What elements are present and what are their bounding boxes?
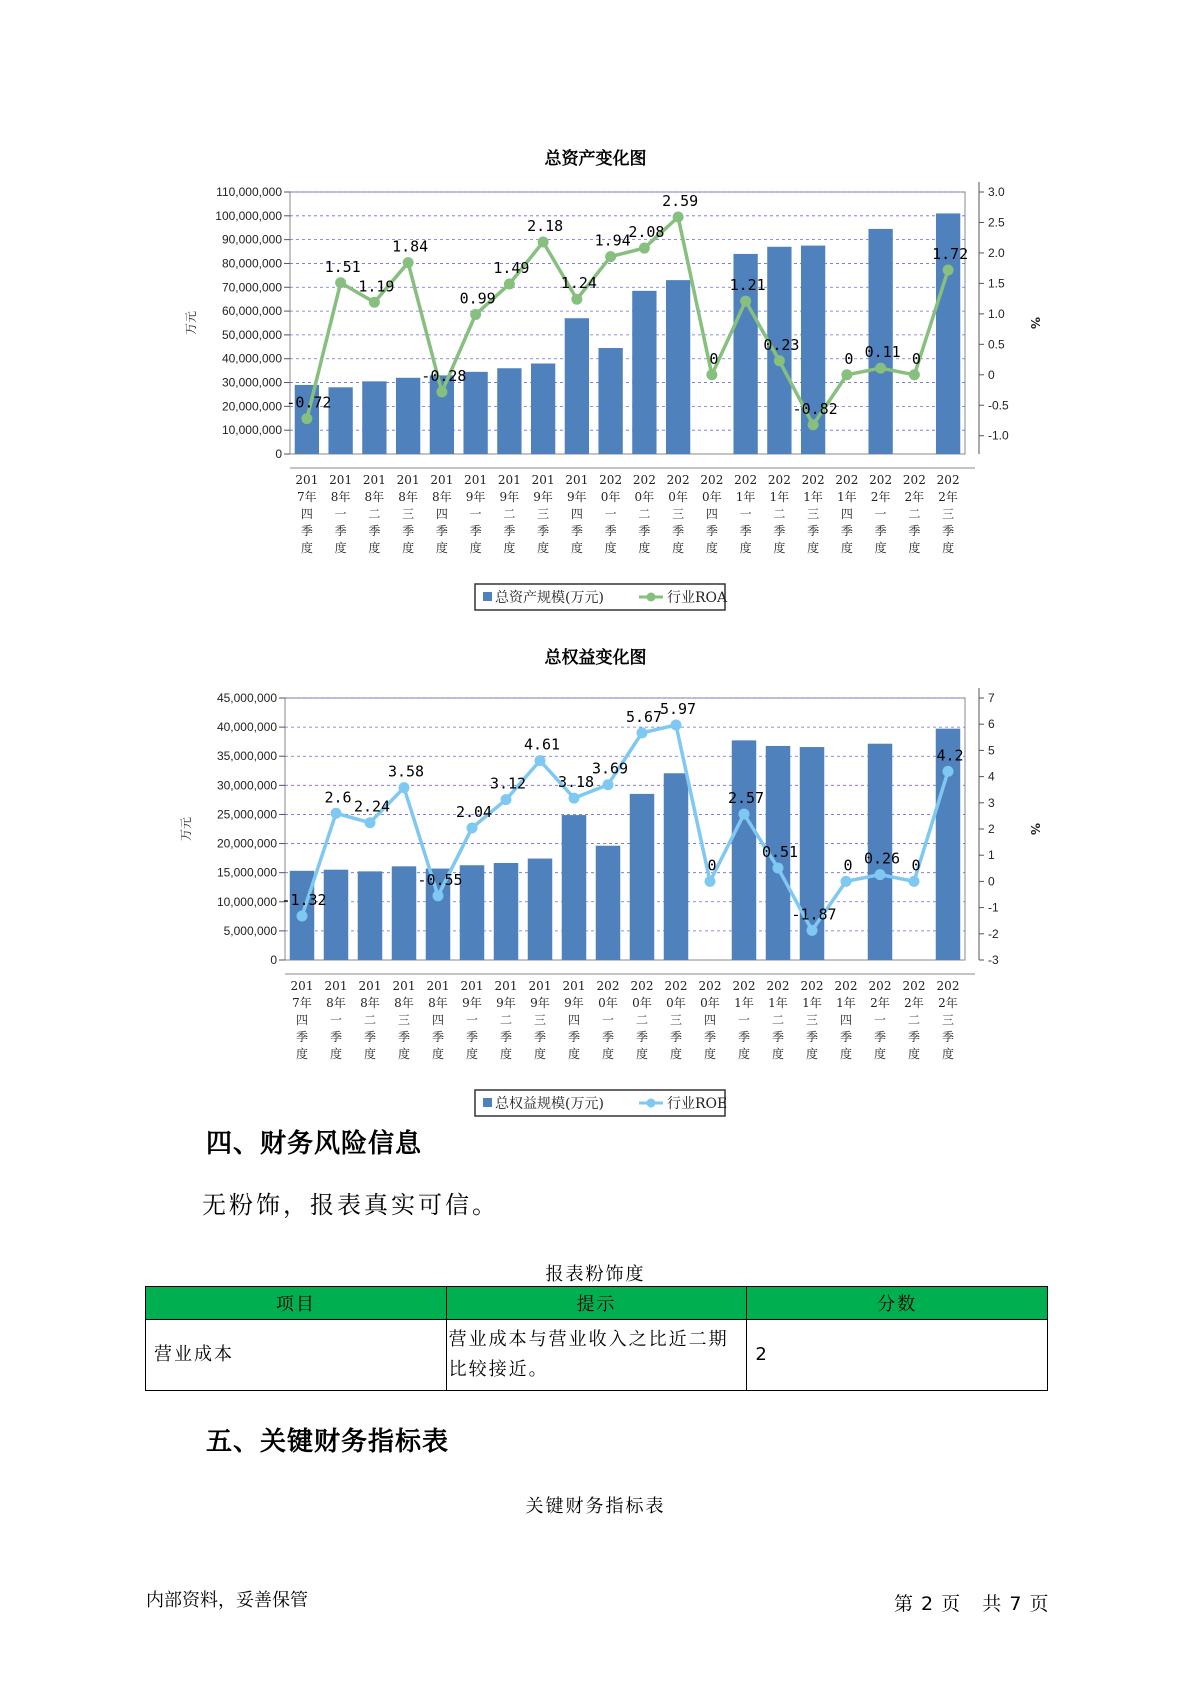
data-label: 2.6 [324,788,352,807]
x-tick-label: 201 9年四季度 [562,979,586,1061]
data-point [436,386,447,397]
data-point [875,363,886,374]
x-tick-label: 201 8年四季度 [426,979,450,1061]
data-label: 0.99 [459,289,496,308]
data-label: 3.18 [557,773,595,792]
data-point [535,755,546,766]
x-tick-label: 201 9年四季度 [565,473,589,555]
data-point [773,863,784,874]
y-axis-title: 万元 [184,310,198,336]
table-header-row [146,1287,1048,1320]
data-label: 2.18 [527,216,564,235]
x-tick-label: 201 8年四季度 [430,473,454,555]
data-point [399,782,410,793]
x-tick-label: 202 2年三季度 [936,473,960,555]
data-label: 0.11 [864,343,901,362]
x-tick-label: 201 9年三季度 [528,979,552,1061]
x-tick-label: 202 1年三季度 [801,473,825,555]
bar [666,280,690,454]
data-point [943,264,954,275]
x-tick-label: 202 0年三季度 [664,979,688,1061]
data-point [943,766,954,777]
bar [358,871,382,960]
legend-bar-swatch [483,592,492,601]
risk-table [145,1286,1048,1391]
data-label: 0 [843,856,853,875]
footer-confidential-note: 内部资料，妥善保管 [146,1590,308,1611]
y-axis-title: 万元 [179,816,193,842]
legend-bar-swatch [483,1098,492,1107]
y2-axis-title: % [1028,316,1042,330]
data-point [637,727,648,738]
x-tick-label: 202 2年一季度 [869,473,893,555]
x-tick-label: 202 2年一季度 [868,979,892,1061]
data-label: -0.28 [421,366,467,385]
data-point [331,808,342,819]
y2-tick-label: 1 [988,848,995,863]
bar [664,773,688,960]
x-tick-label: 202 0年三季度 [666,473,690,555]
x-tick-label: 201 8年二季度 [362,473,386,555]
table-caption-risk: 报表粉饰度 [545,1264,646,1285]
y2-tick-label: 2.5 [988,215,1005,230]
x-tick-label: 201 9年一季度 [460,979,484,1061]
x-tick-label: 201 7年四季度 [290,979,314,1061]
bar [632,291,656,454]
risk-summary-text: 无粉饰，报表真实可信。 [202,1191,499,1219]
x-tick-label: 202 2年二季度 [902,473,926,555]
data-point [673,211,684,222]
data-label: 1.51 [324,257,361,276]
x-tick-label: 202 1年四季度 [834,979,858,1061]
data-label: -0.82 [792,399,838,418]
data-point [467,822,478,833]
data-label: 4.2 [936,746,964,765]
data-point [774,355,785,366]
y-tick-label: 20,000,000 [216,836,277,851]
data-label: 3.58 [387,762,425,781]
bar [630,794,654,960]
legend-bar-label: 总权益规模(万元) [495,1096,604,1112]
data-label: 2.24 [353,797,391,816]
bar [732,740,756,960]
bar [497,368,521,454]
data-point [807,925,818,936]
x-tick-label: 202 0年一季度 [599,473,623,555]
y2-tick-label: -1.0 [988,428,1009,443]
bar [362,381,386,454]
y2-tick-label: -2 [988,926,999,941]
data-point [369,297,380,308]
y-tick-label: 30,000,000 [216,778,277,793]
x-tick-label: 202 0年二季度 [632,473,656,555]
y2-tick-label: -0.5 [988,398,1009,413]
y2-axis-title: % [1028,822,1042,836]
data-point [365,817,376,828]
data-point [875,869,886,880]
data-point [740,296,751,307]
x-tick-label: 202 1年二季度 [767,473,791,555]
data-label: 0.26 [863,849,901,868]
data-label: -1.87 [791,905,837,924]
data-label: 0 [709,349,719,368]
x-tick-label: 202 0年四季度 [698,979,722,1061]
cell-hint: 营业成本与营业收入之比近二期比较接近。 [446,1320,747,1391]
x-tick-label: 201 9年三季度 [531,473,555,555]
y-tick-label: 100,000,000 [215,208,282,223]
data-label: 1.24 [560,274,597,293]
data-label: 0 [707,856,717,875]
data-point [909,876,920,887]
chart-title-equity: 总权益变化图 [544,648,647,668]
section-heading-financial-risk: 四、财务风险信息 [206,1129,423,1159]
y-tick-label: 10,000,000 [216,894,277,909]
data-point [909,369,920,380]
data-point [569,793,580,804]
y-tick-label: 90,000,000 [221,232,282,247]
table-row [146,1320,1048,1391]
x-tick-label: 201 8年三季度 [392,979,416,1061]
y-tick-label: 110,000,000 [216,185,282,199]
y2-tick-label: 5 [988,743,995,758]
data-label: 1.21 [729,276,766,295]
x-tick-label: 201 9年二季度 [497,473,521,555]
y-tick-label: 40,000,000 [216,720,277,735]
bar [598,348,622,454]
y2-tick-label: 0.5 [988,337,1005,352]
section-heading-key-indicators: 五、关键财务指标表 [206,1427,450,1457]
bar [392,866,416,960]
total-equity-chart [0,670,1191,1110]
y-tick-label: 35,000,000 [216,749,277,764]
data-point [841,876,852,887]
x-tick-label: 201 7年四季度 [295,473,319,555]
bar [596,846,620,960]
data-label: 2.59 [662,191,699,210]
footer-page-number: 第 2 页 共 7 页 [894,1593,1050,1615]
y-tick-label: 45,000,000 [216,691,277,705]
y2-tick-label: 4 [988,769,995,784]
x-tick-label: 201 9年二季度 [494,979,518,1061]
legend-line-label: 行业ROA [667,590,728,606]
y2-tick-label: 0 [988,367,995,382]
bar [531,363,555,454]
y-tick-label: 50,000,000 [221,327,282,342]
data-point [297,910,308,921]
data-point [403,257,414,268]
x-tick-label: 202 1年一季度 [732,979,756,1061]
bar [494,863,518,960]
y-tick-label: 20,000,000 [221,399,282,414]
x-tick-label: 201 8年二季度 [358,979,382,1061]
data-point [605,251,616,262]
bar [396,378,420,454]
x-tick-label: 202 1年二季度 [766,979,790,1061]
bar [460,865,484,960]
data-point [706,369,717,380]
x-tick-label: 201 8年一季度 [324,979,348,1061]
y2-tick-label: 1.5 [988,276,1005,291]
legend-bar-label: 总资产规模(万元) [495,590,604,606]
bar [324,870,348,960]
y2-tick-label: 1.0 [988,306,1005,321]
y-tick-label: 10,000,000 [221,423,282,438]
x-tick-label: 201 8年一季度 [329,473,353,555]
y2-tick-label: -1 [988,900,999,915]
y-tick-label: 0 [270,953,277,967]
y-tick-label: 70,000,000 [221,280,282,295]
x-tick-label: 201 9年一季度 [464,473,488,555]
x-tick-label: 202 2年三季度 [936,979,960,1061]
y-tick-label: 80,000,000 [221,256,282,271]
data-label: -0.55 [417,870,463,889]
data-label: 1.49 [493,259,530,278]
data-label: 1.94 [594,231,631,250]
data-label: 1.84 [392,237,429,256]
data-point [639,243,650,254]
header-score: 分数 [747,1287,1048,1320]
data-point [808,419,819,430]
legend-line-marker [647,593,656,602]
data-label: 5.67 [625,707,663,726]
chart-title-assets: 总资产变化图 [544,149,647,169]
data-point [841,369,852,380]
y2-tick-label: 6 [988,717,995,732]
data-point [603,779,614,790]
legend-line-marker [647,1099,656,1108]
data-point [571,294,582,305]
data-label: -0.72 [286,393,332,412]
data-label: 4.61 [523,735,561,754]
data-label: 1.19 [358,277,395,296]
bar [868,229,892,454]
data-point [504,279,515,290]
x-tick-label: 202 1年三季度 [800,979,824,1061]
x-tick-label: 202 0年四季度 [700,473,724,555]
bar [565,318,589,454]
data-point [433,890,444,901]
y2-tick-label: 0 [988,874,995,889]
cell-item: 营业成本 [146,1320,447,1391]
data-point [739,809,750,820]
y-tick-label: 30,000,000 [221,375,282,390]
data-label: 2.57 [727,789,765,808]
x-tick-label: 201 8年三季度 [396,473,420,555]
data-label: 0 [911,349,921,368]
data-label: 2.08 [628,223,665,242]
data-label: 0 [844,349,854,368]
bar [463,372,487,454]
plot-area [285,698,965,960]
y-tick-label: 40,000,000 [221,351,282,366]
bar [562,815,586,960]
cell-score: 2 [747,1320,1048,1391]
x-tick-label: 202 1年四季度 [835,473,859,555]
y2-tick-label: 2.0 [988,245,1005,260]
data-label: 0.51 [761,843,799,862]
y-tick-label: 0 [275,447,282,461]
y-tick-label: 15,000,000 [216,865,277,880]
data-label: 5.97 [659,699,697,718]
x-tick-label: 202 0年一季度 [596,979,620,1061]
data-point [470,309,481,320]
x-tick-label: 202 1年一季度 [734,473,758,555]
total-assets-chart [0,170,1191,610]
table-caption-key-indicators: 关键财务指标表 [525,1496,666,1517]
data-point [501,794,512,805]
y-tick-label: 5,000,000 [223,923,277,938]
y2-tick-label: 7 [988,691,995,705]
data-point [538,236,549,247]
y2-tick-label: -3 [988,953,999,967]
data-point [335,277,346,288]
data-label: 1.72 [932,244,969,263]
y-tick-label: 25,000,000 [216,807,277,822]
data-label: 2.04 [455,802,493,821]
bar [528,859,552,960]
data-label: 0.23 [763,335,800,354]
x-tick-label: 202 0年二季度 [630,979,654,1061]
data-label: 3.69 [591,759,629,778]
data-label: 0 [911,856,921,875]
y2-tick-label: 3.0 [988,185,1005,199]
data-point [301,413,312,424]
legend-line-label: 行业ROE [667,1096,728,1112]
header-hint: 提示 [446,1287,747,1320]
y2-tick-label: 2 [988,822,995,836]
data-label: -1.32 [281,890,327,909]
header-item: 项目 [146,1287,447,1320]
x-tick-label: 202 2年二季度 [902,979,926,1061]
y2-tick-label: 3 [988,795,995,810]
y-tick-label: 60,000,000 [221,304,282,319]
data-point [671,719,682,730]
data-point [705,876,716,887]
data-label: 3.12 [489,774,527,793]
bar [328,387,352,454]
